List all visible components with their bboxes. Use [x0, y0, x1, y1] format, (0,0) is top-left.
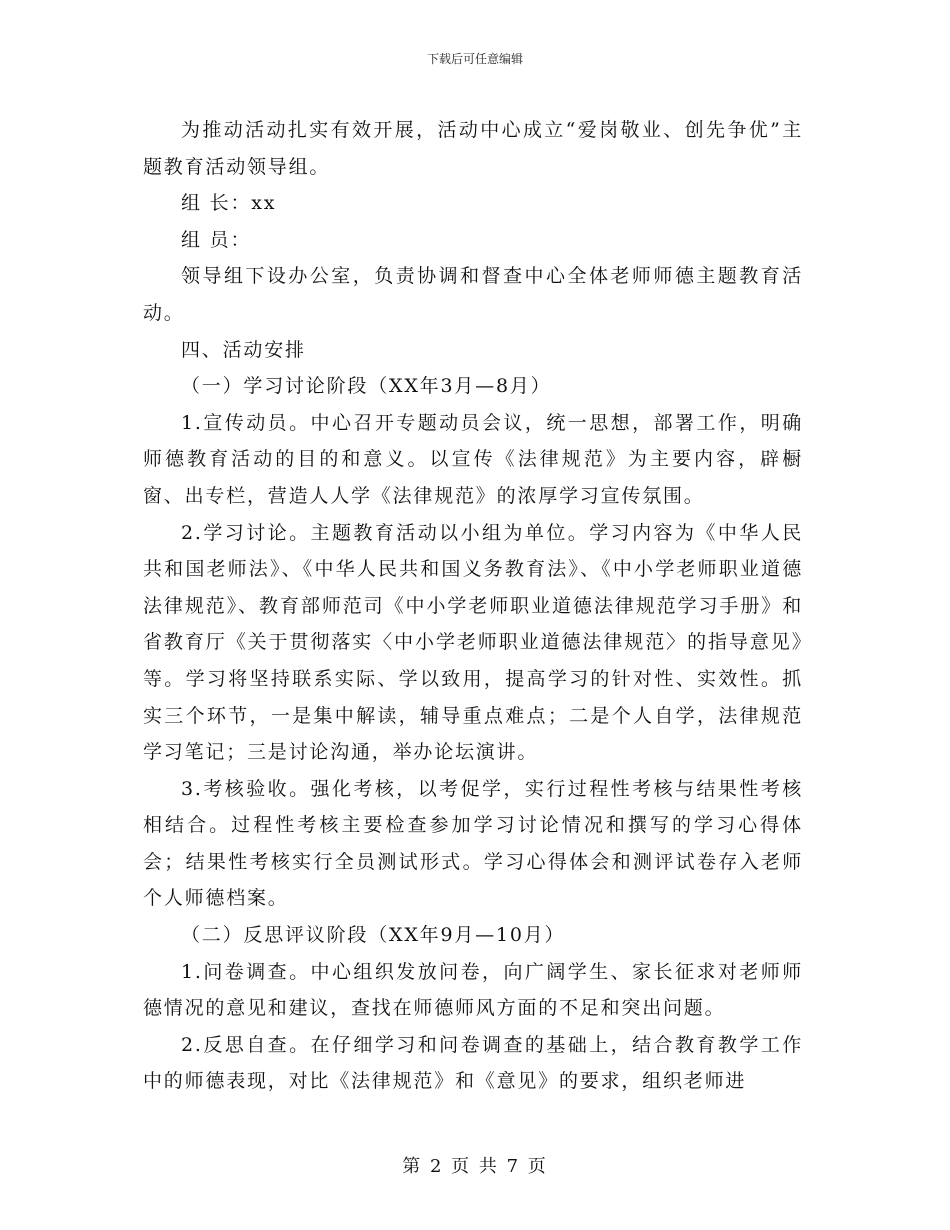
paragraph-self-check: 2.反思自查。在仔细学习和问卷调查的基础上，结合教育教学工作中的师德表现，对比《法律规范》和《意见》的要求，组织老师进 — [143, 1033, 803, 1093]
paragraph-group-members: 组 员： — [181, 228, 252, 251]
paragraph-group-leader: 组 长：xx — [181, 192, 277, 215]
paragraph-office: 领导组下设办公室，负责协调和督查中心全体老师师德主题教育活动。 — [143, 265, 803, 324]
subsection-heading-study: （一）学习讨论阶段（XX年3月—8月） — [181, 375, 552, 398]
paragraph-assessment: 3.考核验收。强化考核，以考促学，实行过程性考核与结果性考核相结合。过程性考核主要检查参加学习讨论情况和撰写的学习心得体会；结果性考核实行全员测试形式。学习心得体会和测评试卷存入老师个人师德档案。 — [143, 777, 803, 910]
document-body — [143, 112, 803, 1100]
subsection-heading-reflection: （二）反思评议阶段（XX年9月—10月） — [181, 924, 566, 947]
paragraph-questionnaire: 1.问卷调查。中心组织发放问卷，向广阔学生、家长征求对老师师德情况的意见和建议，查找在师德师风方面的不足和突出问题。 — [143, 960, 803, 1020]
page-number: 第 2 页 共 7 页 — [402, 1156, 548, 1177]
paragraph-study-discussion: 2.学习讨论。主题教育活动以小组为单位。学习内容为《中华人民共和国老师法》、《中华人民共和国义务教育法》、《中小学老师职业道德法律规范》、教育部师范司《中小学老师职业道德法律规范学习手册》和省教育厅《关于贯彻落实〈中小学老师职业道德法律规范〉的指导意见》等。学习将坚持联系实际、学以致用，提高学习的针对性、实效性。抓实三个环节，一是集中解读，辅导重点难点；二是个人自学，法律规范学习笔记；三是讨论沟通，举办论坛演讲。 — [143, 521, 803, 764]
paragraph-leadership-intro: 为推动活动扎实有效开展，活动中心成立“爱岗敬业、创先争优”主题教育活动领导组。 — [143, 119, 803, 178]
section-heading-arrangement: 四、活动安排 — [181, 338, 306, 361]
page-header: 下载后可任意编辑 — [426, 52, 523, 66]
paragraph-mobilization: 1.宣传动员。中心召开专题动员会议，统一思想，部署工作，明确师德教育活动的目的和意义。以宣传《法律规范》为主要内容，辟橱窗、出专栏，营造人人学《法律规范》的浓厚学习宣传氛围。 — [143, 411, 803, 507]
